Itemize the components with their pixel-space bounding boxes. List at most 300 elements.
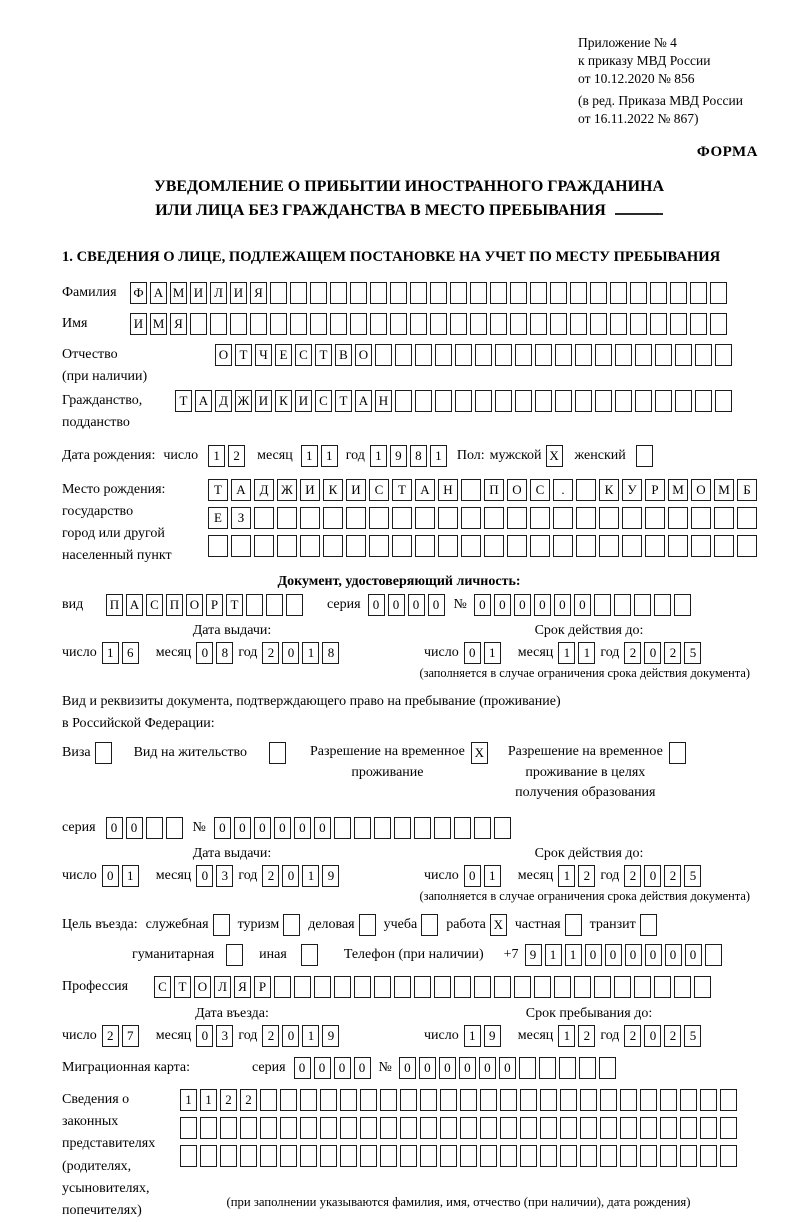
char-box[interactable]: 1 [302,642,319,664]
char-box[interactable] [530,313,547,335]
char-box[interactable] [710,282,727,304]
char-box[interactable] [300,1089,317,1111]
char-box[interactable] [290,282,307,304]
char-box[interactable] [370,313,387,335]
char-box[interactable] [670,282,687,304]
char-box[interactable] [300,507,320,529]
char-box[interactable]: П [484,479,504,501]
char-box[interactable]: 0 [645,944,662,966]
char-box[interactable] [710,313,727,335]
char-box[interactable] [210,313,227,335]
char-box[interactable] [691,535,711,557]
char-box[interactable] [374,817,391,839]
char-box[interactable] [635,344,652,366]
char-box[interactable]: 1 [102,642,119,664]
char-box[interactable] [440,1117,457,1139]
char-box[interactable] [220,1117,237,1139]
char-box[interactable] [310,313,327,335]
char-box[interactable] [630,313,647,335]
char-box[interactable]: 0 [574,594,591,616]
char-box[interactable] [660,1145,677,1167]
char-box[interactable]: И [300,479,320,501]
char-box[interactable] [480,1089,497,1111]
char-box[interactable] [570,313,587,335]
char-box[interactable] [540,1117,557,1139]
char-box[interactable] [323,507,343,529]
char-box[interactable] [694,976,711,998]
char-box[interactable] [535,390,552,412]
char-box[interactable]: 1 [545,944,562,966]
char-box[interactable]: Ж [235,390,252,412]
char-box[interactable] [280,1117,297,1139]
char-box[interactable]: С [315,390,332,412]
char-box[interactable] [180,1117,197,1139]
char-box[interactable] [354,976,371,998]
char-box[interactable]: 0 [665,944,682,966]
char-box[interactable] [615,390,632,412]
char-box[interactable] [484,507,504,529]
char-box[interactable] [515,344,532,366]
char-box[interactable]: Б [737,479,757,501]
char-box[interactable] [294,976,311,998]
char-box[interactable] [461,535,481,557]
char-box[interactable] [600,1145,617,1167]
char-box[interactable]: 0 [419,1057,436,1079]
char-box[interactable] [650,282,667,304]
char-box[interactable] [675,344,692,366]
char-box[interactable] [620,1145,637,1167]
char-box[interactable]: 0 [334,1057,351,1079]
char-box[interactable] [590,282,607,304]
char-box[interactable]: И [346,479,366,501]
char-box[interactable]: М [170,282,187,304]
char-box[interactable]: 0 [464,865,481,887]
char-box[interactable]: 0 [274,817,291,839]
char-box[interactable]: 9 [322,1025,339,1047]
char-box[interactable] [394,817,411,839]
char-box[interactable] [720,1145,737,1167]
char-box[interactable]: 0 [294,817,311,839]
char-box[interactable] [414,817,431,839]
char-box[interactable]: П [166,594,183,616]
char-box[interactable] [455,390,472,412]
char-box[interactable]: 9 [322,865,339,887]
char-box[interactable]: 0 [585,944,602,966]
char-box[interactable]: 0 [494,594,511,616]
char-box[interactable] [270,282,287,304]
char-box[interactable]: Т [235,344,252,366]
char-box[interactable]: Р [254,976,271,998]
char-box[interactable]: 1 [484,642,501,664]
char-box[interactable] [700,1145,717,1167]
char-box[interactable] [414,976,431,998]
char-box[interactable] [594,976,611,998]
char-box[interactable] [540,1089,557,1111]
char-box[interactable]: Н [438,479,458,501]
char-box[interactable] [695,390,712,412]
char-box[interactable]: И [190,282,207,304]
char-box[interactable] [634,594,651,616]
char-box[interactable]: 1 [208,445,225,467]
char-box[interactable] [269,742,286,764]
char-box[interactable]: 0 [126,817,143,839]
char-box[interactable] [438,507,458,529]
char-box[interactable] [636,445,653,467]
char-box[interactable] [430,282,447,304]
char-box[interactable] [494,817,511,839]
char-box[interactable] [535,344,552,366]
char-box[interactable] [320,1145,337,1167]
char-box[interactable] [620,1089,637,1111]
char-box[interactable]: 5 [684,1025,701,1047]
char-box[interactable] [395,344,412,366]
char-box[interactable] [640,1145,657,1167]
char-box[interactable] [380,1117,397,1139]
char-box[interactable]: У [622,479,642,501]
char-box[interactable] [737,535,757,557]
char-box[interactable] [720,1089,737,1111]
char-box[interactable] [576,535,596,557]
char-box[interactable] [635,390,652,412]
char-box[interactable] [95,742,112,764]
char-box[interactable] [277,507,297,529]
char-box[interactable] [720,1117,737,1139]
char-box[interactable] [283,914,300,936]
char-box[interactable]: Т [392,479,412,501]
char-box[interactable] [515,390,532,412]
char-box[interactable] [600,1089,617,1111]
char-box[interactable]: 3 [216,865,233,887]
char-box[interactable] [420,1145,437,1167]
char-box[interactable] [246,594,263,616]
char-box[interactable]: 0 [534,594,551,616]
char-box[interactable] [400,1145,417,1167]
char-box[interactable] [395,390,412,412]
char-box[interactable] [277,535,297,557]
char-box[interactable]: 2 [664,642,681,664]
char-box[interactable] [614,594,631,616]
char-box[interactable] [230,313,247,335]
char-box[interactable] [360,1117,377,1139]
char-box[interactable] [394,976,411,998]
char-box[interactable]: 0 [464,642,481,664]
char-box[interactable] [594,594,611,616]
char-box[interactable] [520,1117,537,1139]
char-box[interactable] [440,1089,457,1111]
char-box[interactable]: 0 [499,1057,516,1079]
char-box[interactable] [705,944,722,966]
char-box[interactable] [475,390,492,412]
char-box[interactable] [260,1145,277,1167]
char-box[interactable]: О [186,594,203,616]
char-box[interactable]: Я [170,313,187,335]
char-box[interactable] [700,1117,717,1139]
char-box[interactable] [392,535,412,557]
char-box[interactable] [461,507,481,529]
char-box[interactable]: 1 [464,1025,481,1047]
char-box[interactable] [674,976,691,998]
char-box[interactable] [240,1117,257,1139]
char-box[interactable] [415,390,432,412]
char-box[interactable] [421,914,438,936]
char-box[interactable] [610,313,627,335]
char-box[interactable] [300,1145,317,1167]
char-box[interactable]: Н [375,390,392,412]
char-box[interactable] [474,976,491,998]
char-box[interactable] [369,507,389,529]
char-box[interactable] [580,1089,597,1111]
char-box[interactable]: 0 [644,1025,661,1047]
char-box[interactable] [274,976,291,998]
char-box[interactable] [655,344,672,366]
char-box[interactable] [314,976,331,998]
char-box[interactable]: 1 [302,1025,319,1047]
char-box[interactable] [715,344,732,366]
char-box[interactable] [420,1089,437,1111]
char-box[interactable] [330,282,347,304]
char-box[interactable]: С [369,479,389,501]
char-box[interactable] [500,1089,517,1111]
char-box[interactable]: 0 [214,817,231,839]
char-box[interactable]: М [714,479,734,501]
char-box[interactable] [530,282,547,304]
char-box[interactable]: 8 [410,445,427,467]
char-box[interactable]: 0 [294,1057,311,1079]
char-box[interactable]: 1 [430,445,447,467]
char-box[interactable] [280,1089,297,1111]
char-box[interactable] [507,535,527,557]
char-box[interactable] [415,535,435,557]
char-box[interactable] [213,914,230,936]
char-box[interactable]: К [275,390,292,412]
char-box[interactable] [634,976,651,998]
char-box[interactable] [440,1145,457,1167]
char-box[interactable]: 7 [122,1025,139,1047]
char-box[interactable] [340,1117,357,1139]
char-box[interactable]: 2 [624,642,641,664]
char-box[interactable] [507,507,527,529]
char-box[interactable]: А [126,594,143,616]
char-box[interactable] [310,282,327,304]
char-box[interactable] [695,344,712,366]
char-box[interactable]: И [295,390,312,412]
char-box[interactable] [484,535,504,557]
char-box[interactable]: 0 [399,1057,416,1079]
char-box[interactable] [510,313,527,335]
char-box[interactable]: Р [206,594,223,616]
char-box[interactable] [369,535,389,557]
char-box[interactable] [590,313,607,335]
char-box[interactable] [680,1145,697,1167]
char-box[interactable] [670,313,687,335]
char-box[interactable]: 8 [322,642,339,664]
char-box[interactable] [360,1089,377,1111]
char-box[interactable]: 2 [240,1089,257,1111]
char-box[interactable]: Я [234,976,251,998]
char-box[interactable] [520,1089,537,1111]
char-box[interactable]: Т [315,344,332,366]
char-box[interactable] [474,817,491,839]
char-box[interactable]: 0 [514,594,531,616]
char-box[interactable] [359,914,376,936]
char-box[interactable]: 0 [554,594,571,616]
char-box[interactable]: Т [174,976,191,998]
char-box[interactable]: 2 [262,642,279,664]
char-box[interactable]: З [231,507,251,529]
char-box[interactable]: 0 [625,944,642,966]
char-box[interactable] [461,479,481,501]
char-box[interactable] [519,1057,536,1079]
char-box[interactable] [580,1145,597,1167]
char-box[interactable] [495,344,512,366]
char-box[interactable] [530,507,550,529]
char-box[interactable] [559,1057,576,1079]
char-box[interactable]: 1 [302,865,319,887]
char-box[interactable] [575,390,592,412]
char-box[interactable] [454,976,471,998]
char-box[interactable]: 1 [200,1089,217,1111]
char-box[interactable] [660,1117,677,1139]
char-box[interactable] [334,817,351,839]
char-box[interactable] [737,507,757,529]
char-box[interactable] [430,313,447,335]
char-box[interactable] [350,313,367,335]
char-box[interactable] [410,313,427,335]
char-box[interactable]: М [668,479,688,501]
char-box[interactable]: 0 [196,1025,213,1047]
char-box[interactable]: М [150,313,167,335]
char-box[interactable] [254,507,274,529]
char-box[interactable]: X [471,742,488,764]
char-box[interactable] [266,594,283,616]
char-box[interactable] [691,507,711,529]
char-box[interactable]: О [691,479,711,501]
char-box[interactable] [330,313,347,335]
char-box[interactable]: 0 [439,1057,456,1079]
char-box[interactable]: 9 [484,1025,501,1047]
char-box[interactable] [301,944,318,966]
char-box[interactable] [514,976,531,998]
char-box[interactable]: 1 [578,642,595,664]
char-box[interactable] [475,344,492,366]
char-box[interactable] [668,535,688,557]
char-box[interactable]: 0 [354,1057,371,1079]
char-box[interactable]: И [230,282,247,304]
char-box[interactable]: 1 [558,642,575,664]
char-box[interactable] [553,535,573,557]
char-box[interactable] [615,344,632,366]
char-box[interactable] [555,390,572,412]
char-box[interactable]: 5 [684,865,701,887]
char-box[interactable]: 1 [558,865,575,887]
char-box[interactable] [334,976,351,998]
char-box[interactable] [220,1145,237,1167]
char-box[interactable] [200,1117,217,1139]
char-box[interactable]: Т [335,390,352,412]
char-box[interactable]: К [323,479,343,501]
char-box[interactable]: П [106,594,123,616]
char-box[interactable]: Е [275,344,292,366]
char-box[interactable]: 1 [558,1025,575,1047]
char-box[interactable] [700,1089,717,1111]
char-box[interactable] [286,594,303,616]
char-box[interactable]: Ч [255,344,272,366]
char-box[interactable] [490,282,507,304]
char-box[interactable] [146,817,163,839]
char-box[interactable] [260,1089,277,1111]
char-box[interactable] [675,390,692,412]
char-box[interactable] [530,535,550,557]
char-box[interactable]: С [295,344,312,366]
char-box[interactable] [630,282,647,304]
char-box[interactable] [622,507,642,529]
char-box[interactable]: . [553,479,573,501]
char-box[interactable] [500,1117,517,1139]
char-box[interactable]: 0 [254,817,271,839]
char-box[interactable] [622,535,642,557]
char-box[interactable] [715,390,732,412]
char-box[interactable]: Е [208,507,228,529]
char-box[interactable] [510,282,527,304]
char-box[interactable] [346,507,366,529]
char-box[interactable] [434,817,451,839]
char-box[interactable] [250,313,267,335]
char-box[interactable] [595,344,612,366]
char-box[interactable] [435,390,452,412]
char-box[interactable]: Т [208,479,228,501]
char-box[interactable] [690,282,707,304]
char-box[interactable] [576,507,596,529]
char-box[interactable] [455,344,472,366]
char-box[interactable] [555,344,572,366]
char-box[interactable]: 2 [664,1025,681,1047]
char-box[interactable] [640,1089,657,1111]
char-box[interactable] [166,817,183,839]
char-box[interactable] [346,535,366,557]
char-box[interactable] [714,507,734,529]
char-box[interactable] [560,1145,577,1167]
char-box[interactable] [640,1117,657,1139]
char-box[interactable]: К [599,479,619,501]
char-box[interactable] [320,1117,337,1139]
char-box[interactable] [680,1089,697,1111]
char-box[interactable] [480,1145,497,1167]
char-box[interactable] [645,535,665,557]
char-box[interactable] [340,1089,357,1111]
char-box[interactable] [300,1117,317,1139]
char-box[interactable]: С [146,594,163,616]
char-box[interactable] [599,507,619,529]
char-box[interactable] [270,313,287,335]
char-box[interactable]: 5 [684,642,701,664]
char-box[interactable] [374,976,391,998]
char-box[interactable] [180,1145,197,1167]
char-box[interactable]: 1 [370,445,387,467]
char-box[interactable] [392,507,412,529]
char-box[interactable]: О [215,344,232,366]
char-box[interactable] [614,976,631,998]
char-box[interactable] [454,817,471,839]
char-box[interactable] [610,282,627,304]
char-box[interactable] [415,344,432,366]
char-box[interactable] [580,1117,597,1139]
char-box[interactable]: 2 [578,865,595,887]
char-box[interactable]: 2 [228,445,245,467]
char-box[interactable]: 0 [196,642,213,664]
char-box[interactable] [480,1117,497,1139]
char-box[interactable]: С [530,479,550,501]
char-box[interactable] [290,313,307,335]
